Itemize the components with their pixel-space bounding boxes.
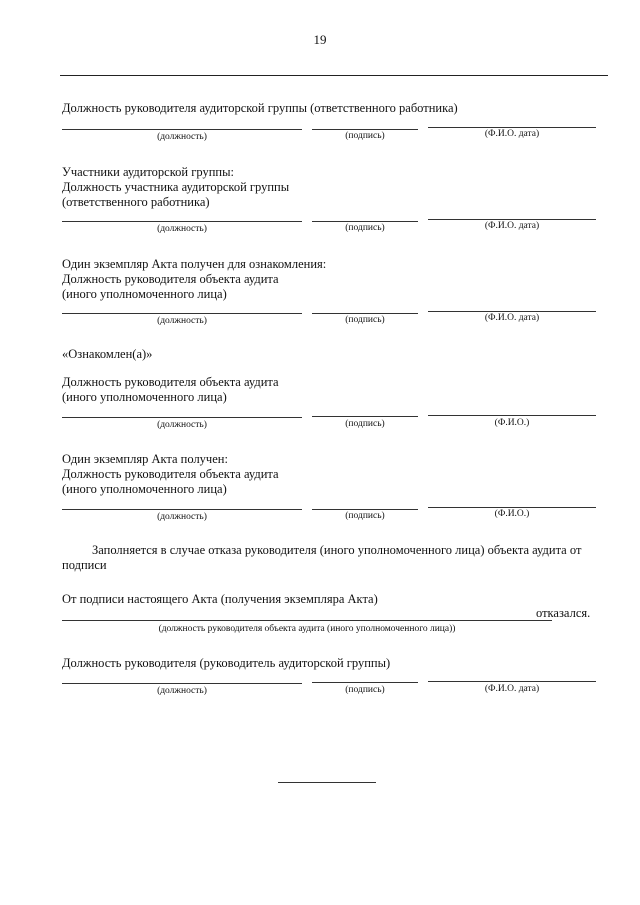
name-date-line: [428, 311, 596, 312]
signature-line: [312, 313, 418, 314]
position-caption: (должность): [157, 316, 207, 326]
refusing-person-line: [62, 620, 552, 621]
page-number: 19: [313, 32, 327, 47]
footer-separator: [278, 782, 376, 783]
copy-received-for-review-label: Один экземпляр Акта получен для ознакомления:: [62, 257, 327, 271]
signature-caption: (подпись): [345, 419, 385, 429]
audit-object-head-position-label: Должность руководителя объекта аудита: [62, 375, 279, 389]
position-caption: (должность): [157, 686, 207, 696]
signature-caption: (подпись): [345, 315, 385, 325]
refusal-instruction-line-2: подписи: [62, 558, 107, 572]
position-line: [62, 683, 302, 684]
audit-object-head-position-label: Должность руководителя объекта аудита: [62, 467, 279, 481]
signature-caption: (подпись): [345, 685, 385, 695]
other-authorized-person-label: (иного уполномоченного лица): [62, 482, 227, 496]
position-line: [62, 313, 302, 314]
signature-line: [312, 509, 418, 510]
other-authorized-person-label: (иного уполномоченного лица): [62, 287, 227, 301]
signature-line: [312, 416, 418, 417]
position-caption: (должность): [157, 512, 207, 522]
position-line: [62, 129, 302, 130]
name-date-caption: (Ф.И.О. дата): [484, 221, 540, 231]
position-line: [62, 221, 302, 222]
refusal-statement-label: От подписи настоящего Акта (получения экземпляра Акта): [62, 592, 378, 606]
name-date-line: [428, 127, 596, 128]
responsible-employee-label: (ответственного работника): [62, 195, 210, 209]
signature-line: [312, 129, 418, 130]
position-caption: (должность): [157, 132, 207, 142]
head-position-caption: (должность руководителя объекта аудита (иного уполномоченного лица)): [158, 624, 456, 634]
signature-caption: (подпись): [345, 131, 385, 141]
head-position-label: Должность руководителя (руководитель аудиторской группы): [62, 656, 391, 670]
name-line: [428, 415, 596, 416]
name-line: [428, 507, 596, 508]
signature-caption: (подпись): [345, 511, 385, 521]
refusal-instruction-line-1: Заполняется в случае отказа руководителя (иного уполномоченного лица) объекта аудита от: [92, 543, 582, 557]
name-date-caption: (Ф.И.О. дата): [484, 129, 540, 139]
name-date-line: [428, 681, 596, 682]
audit-object-head-position-label: Должность руководителя объекта аудита: [62, 272, 279, 286]
name-date-line: [428, 219, 596, 220]
refused-label: отказался.: [536, 606, 591, 620]
audit-team-members-label: Участники аудиторской группы:: [62, 165, 234, 179]
name-date-caption: (Ф.И.О. дата): [484, 313, 540, 323]
audit-team-head-position-label: Должность руководителя аудиторской группы (ответственного работника): [62, 101, 458, 115]
position-line: [62, 509, 302, 510]
signature-caption: (подпись): [345, 223, 385, 233]
signature-line: [312, 682, 418, 683]
position-caption: (должность): [157, 420, 207, 430]
signature-line: [312, 221, 418, 222]
other-authorized-person-label: (иного уполномоченного лица): [62, 390, 227, 404]
audit-team-member-position-label: Должность участника аудиторской группы: [62, 180, 290, 194]
name-caption: (Ф.И.О.): [494, 509, 530, 519]
name-caption: (Ф.И.О.): [494, 418, 530, 428]
position-line: [62, 417, 302, 418]
header-rule: [60, 75, 608, 76]
acquainted-label: «Ознакомлен(а)»: [62, 347, 153, 361]
position-caption: (должность): [157, 224, 207, 234]
name-date-caption: (Ф.И.О. дата): [484, 684, 540, 694]
copy-received-label: Один экземпляр Акта получен:: [62, 452, 228, 466]
